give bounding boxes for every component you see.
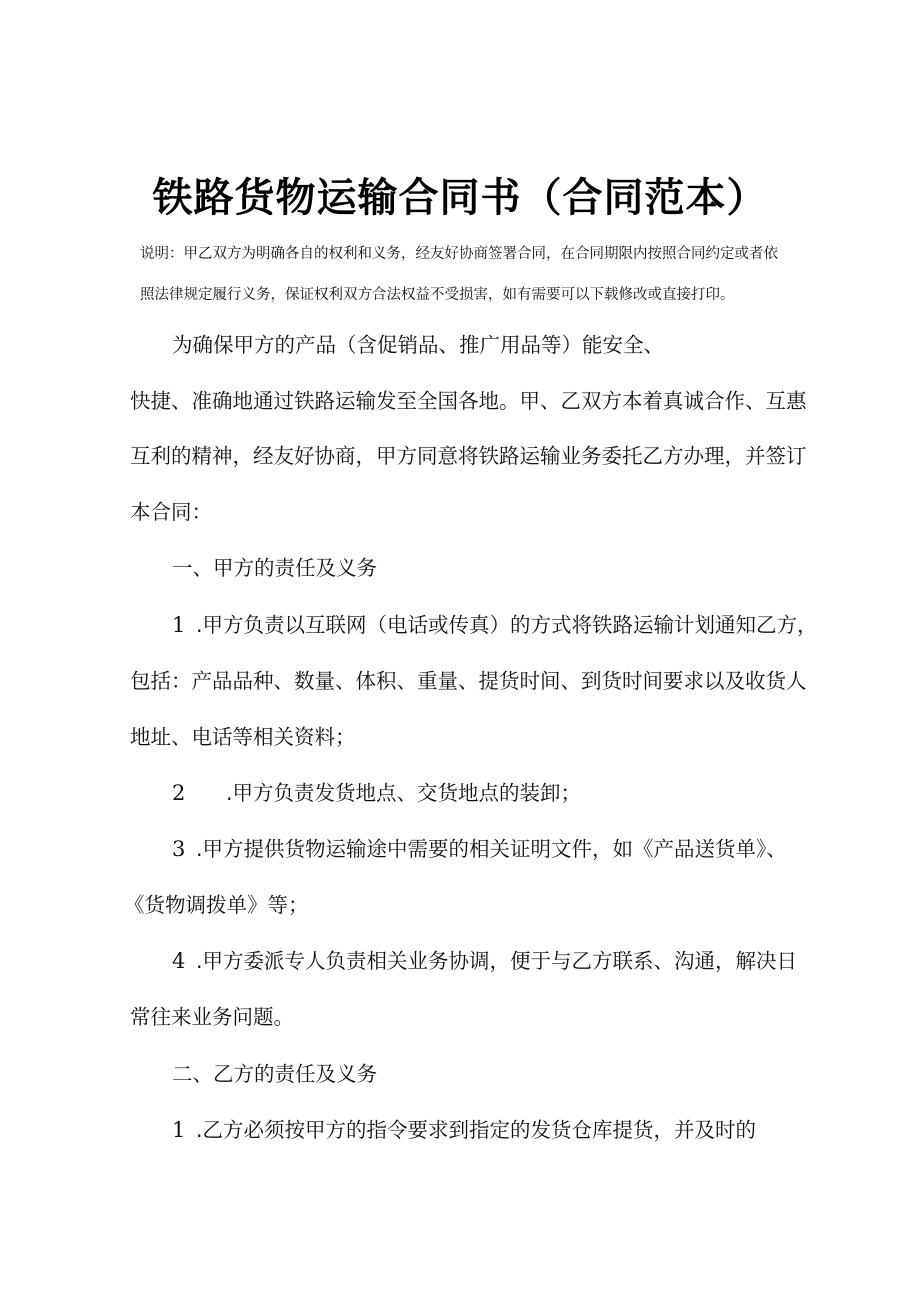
intro-line-1: 为确保甲方的产品（含促销品、推广用品等）能安全、 bbox=[172, 333, 664, 357]
item-number: 4 bbox=[172, 949, 186, 973]
note-line-1: 说明：甲乙双方为明确各自的权利和义务，经友好协商签署合同，在合同期限内按照合同约定或者依 bbox=[140, 246, 778, 262]
item-number: 3 bbox=[172, 837, 186, 861]
section-1-item-3-line-2: 《货物调拨单》等； bbox=[124, 893, 309, 917]
item-text: .甲方委派专人负责相关业务协调，便于与乙方联系、沟通，解决日 bbox=[196, 949, 798, 973]
note-line-2: 照法律规定履行义务，保证权利双方合法权益不受损害，如有需要可以下载修改或直接打印。 bbox=[140, 287, 735, 303]
item-text: .甲方负责以互联网（电话或传真）的方式将铁路运输计划通知乙方， bbox=[196, 613, 818, 637]
section-1-heading: 一、甲方的责任及义务 bbox=[172, 556, 377, 580]
section-1-item-2-line-1 bbox=[172, 778, 581, 808]
item-text: .甲方提供货物运输途中需要的相关证明文件，如《产品送货单》、 bbox=[196, 837, 787, 861]
item-number: 2 bbox=[172, 781, 186, 805]
item-text: .甲方负责发货地点、交货地点的装卸； bbox=[226, 781, 582, 805]
section-1-item-1-line-1 bbox=[172, 610, 818, 640]
section-2-item-1-line-1 bbox=[172, 1115, 756, 1145]
section-1-item-4-line-1 bbox=[172, 946, 797, 976]
item-text: .乙方必须按甲方的指令要求到指定的发货仓库提货，并及时的 bbox=[196, 1118, 757, 1142]
item-number: 1 bbox=[172, 613, 186, 637]
intro-line-4: 本合同： bbox=[130, 500, 212, 524]
section-2-heading: 二、乙方的责任及义务 bbox=[172, 1062, 377, 1086]
intro-line-3: 互利的精神，经友好协商，甲方同意将铁路运输业务委托乙方办理，并签订 bbox=[130, 444, 807, 468]
intro-line-2: 快捷、准确地通过铁路运输发至全国各地。甲、乙双方本着真诚合作、互惠 bbox=[130, 389, 807, 413]
section-1-item-4-line-2: 常往来业务问题。 bbox=[130, 1005, 294, 1029]
section-1-item-3-line-1 bbox=[172, 834, 787, 864]
document-title: 铁路货物运输合同书（合同范本） bbox=[152, 175, 768, 221]
section-1-item-1-line-2: 包括：产品品种、数量、体积、重量、提货时间、到货时间要求以及收货人 bbox=[130, 669, 807, 693]
section-1-item-1-line-3: 地址、电话等相关资料； bbox=[130, 725, 356, 749]
item-number: 1 bbox=[172, 1118, 186, 1142]
